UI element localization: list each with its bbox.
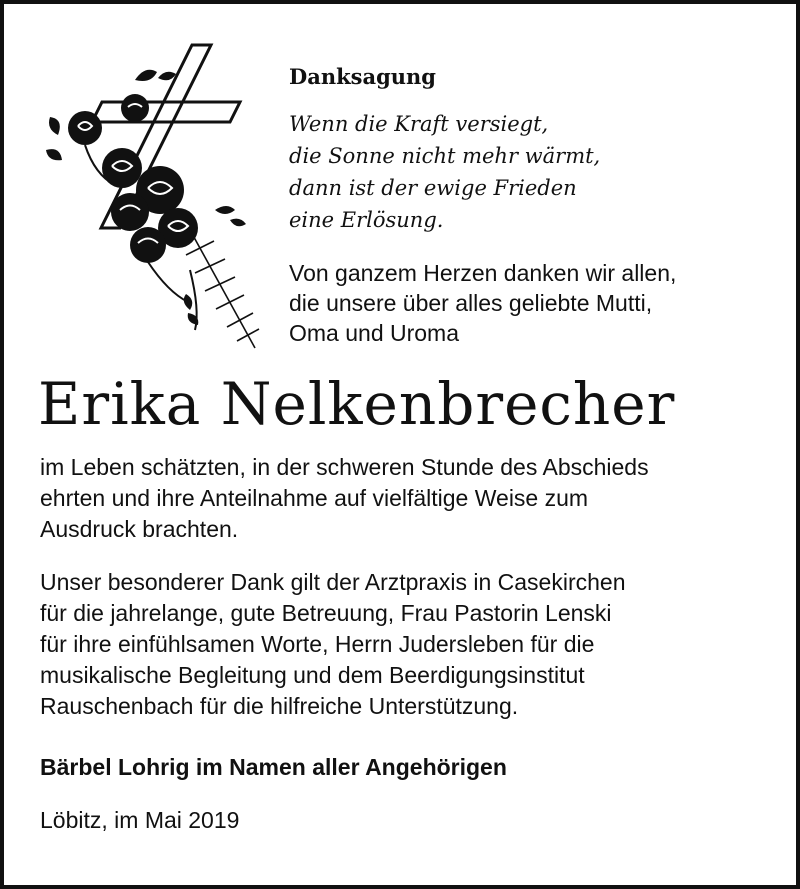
paragraph-line: Unser besonderer Dank gilt der Arztpraxis in Casekirchen xyxy=(40,569,626,595)
poem-line: Wenn die Kraft versiegt, xyxy=(289,112,549,136)
cross-with-roses-icon xyxy=(40,40,270,355)
signature: Bärbel Lohrig im Namen aller Angehörigen xyxy=(40,754,507,780)
thanks-paragraph xyxy=(40,452,649,545)
paragraph-line: ehrten und ihre Anteilnahme auf vielfältige Weise zum xyxy=(40,485,589,511)
poem xyxy=(289,108,600,236)
paragraph-line: für die jahrelange, gute Betreuung, Frau Pastorin Lenski xyxy=(40,600,612,626)
intro-line: die unsere über alles geliebte Mutti, xyxy=(289,290,653,316)
paragraph-line: Rauschenbach für die hilfreiche Unterstützung. xyxy=(40,693,519,719)
poem-line: eine Erlösung. xyxy=(289,208,444,232)
paragraph-line: im Leben schätzten, in der schweren Stunde des Abschieds xyxy=(40,454,649,480)
intro-text xyxy=(289,258,676,348)
deceased-name: Erika Nelkenbrecher xyxy=(38,370,676,438)
special-thanks-paragraph xyxy=(40,567,626,722)
intro-line: Von ganzem Herzen danken wir allen, xyxy=(289,260,677,286)
paragraph-line: für ihre einfühlsamen Worte, Herrn Judersleben für die xyxy=(40,631,595,657)
paragraph-line: musikalische Begleitung und dem Beerdigungsinstitut xyxy=(40,662,585,688)
paragraph-line: Ausdruck brachten. xyxy=(40,516,239,542)
poem-line: dann ist der ewige Frieden xyxy=(289,176,577,200)
poem-line: die Sonne nicht mehr wärmt, xyxy=(289,144,601,168)
notice-title: Danksagung xyxy=(289,64,436,89)
intro-line: Oma und Uroma xyxy=(289,320,460,346)
place-date: Löbitz, im Mai 2019 xyxy=(40,807,240,833)
